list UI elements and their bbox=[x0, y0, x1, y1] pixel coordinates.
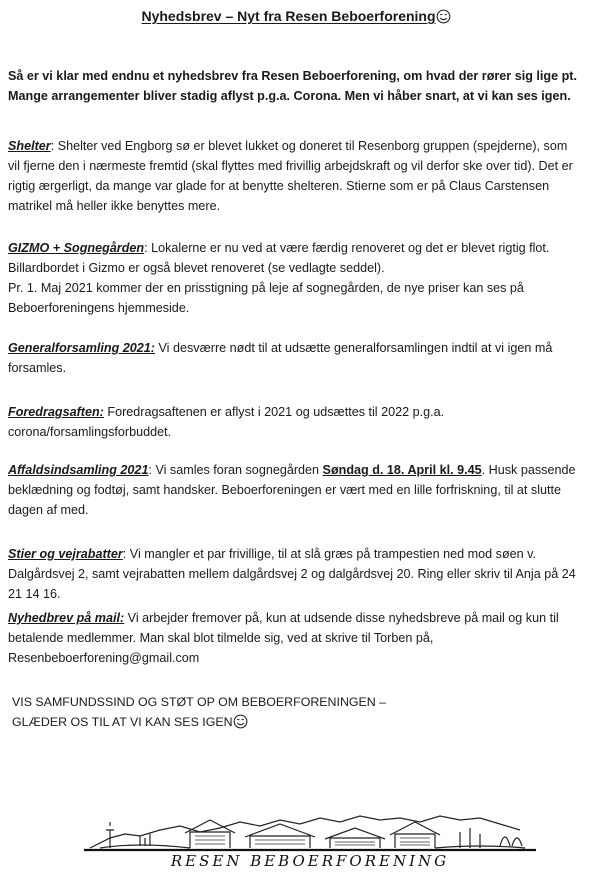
section-generalforsamling bbox=[8, 338, 580, 378]
section-heading: Foredragsaften: bbox=[8, 405, 104, 419]
section-body-2: . Husk passende beklædning og fodtøj, samt handsker. Beboerforeningen er vært med en lille forfriskning, til at slutte dagen af med. bbox=[8, 463, 576, 517]
page-title bbox=[0, 6, 592, 26]
section-body: Vi arbejder fremover på, kun at udsende disse nyhedsbreve på mail og kun til betalende medlemmer. Man skal blot tilmelde sig, ved at skrive til Torben på, bbox=[8, 611, 559, 645]
smiley-icon bbox=[436, 9, 451, 24]
intro-paragraph: Så er vi klar med endnu et nyhedsbrev fra Resen Beboerforening, om hvad der rører sig lige pt. Mange arrangementer bliver stadig aflyst p.g.a. Corona. Men vi håber snart, at vi kan ses igen. bbox=[8, 69, 577, 103]
closing-line-2-text: GLÆDER OS TIL AT VI KAN SES IGEN bbox=[12, 715, 233, 729]
section-heading: Stier og vejrabatter bbox=[8, 547, 123, 561]
resen-logo bbox=[80, 808, 540, 870]
section-body-2: Pr. 1. Maj 2021 kommer der en prisstigning på leje af sognegården, de nye priser kan ses på Beboerforeningens hjemmeside. bbox=[8, 281, 524, 315]
section-foredragsaften bbox=[8, 402, 580, 442]
closing-line-2 bbox=[12, 712, 572, 732]
section-affaldsindsamling bbox=[8, 460, 580, 520]
section-body: Foredragsaftenen er aflyst i 2021 og udsættes til 2022 p.g.a. corona/forsamlingsforbuddet. bbox=[8, 405, 445, 439]
section-heading: GIZMO + Sognegården bbox=[8, 241, 145, 255]
section-heading: Shelter bbox=[8, 139, 51, 153]
email-address[interactable]: Resenbeboerforening@gmail.com bbox=[8, 651, 200, 665]
section-body: : Lokalerne er nu ved at være færdig renoveret og det er blevet rigtig flot. Billardbordet i Gizmo er også blevet renoveret (se vedlagte seddel). bbox=[8, 241, 550, 275]
section-nyhedsbrev-mail bbox=[8, 608, 580, 668]
village-sketch bbox=[90, 816, 525, 848]
closing-line-1: VIS SAMFUNDSSIND OG STØT OP OM BEBOERFORENINGEN – bbox=[12, 695, 387, 709]
section-body: : Vi samles foran sognegården bbox=[148, 463, 323, 477]
section-gizmo bbox=[8, 238, 580, 318]
title-text: Nyhedsbrev – Nyt fra Resen Beboerforening bbox=[141, 8, 436, 24]
section-stier bbox=[8, 544, 580, 604]
section-heading: Affaldsindsamling 2021 bbox=[8, 463, 149, 477]
smiley-icon bbox=[233, 714, 248, 729]
section-body: Vi desværre nødt til at udsætte generalforsamlingen indtil at vi igen må forsamles. bbox=[8, 341, 553, 375]
section-heading: Generalforsamling 2021: bbox=[8, 341, 155, 355]
section-shelter bbox=[8, 136, 580, 216]
logo-text: RESEN BEBOERFORENING bbox=[170, 852, 450, 870]
section-body: : Shelter ved Engborg sø er blevet lukket og doneret til Resenborg gruppen (spejderne), som vil fjerne den i nærmeste fremtid (skal flyttes med frivillig arbejdskraft og vil derfor ske over tid). Det er rigtig ærgerligt, da mange var glade for at benytte shelteren. Stierne som er på Claus Carstensen matrikel må heller ikke benyttes mere. bbox=[8, 139, 573, 213]
closing-message bbox=[12, 692, 572, 732]
section-heading: Nyhedbrev på mail: bbox=[8, 611, 125, 625]
section-body: : Vi mangler et par frivillige, til at slå græs på trampestien ned mod søen v. Dalgårdsvej 2, samt vejrabatten mellem dalgårdsvej 2 og dalgårdsvej 20. Ring eller skriv til Anja på 24 21 14 16. bbox=[8, 547, 576, 601]
event-date: Søndag d. 18. April kl. 9.45 bbox=[322, 463, 482, 477]
